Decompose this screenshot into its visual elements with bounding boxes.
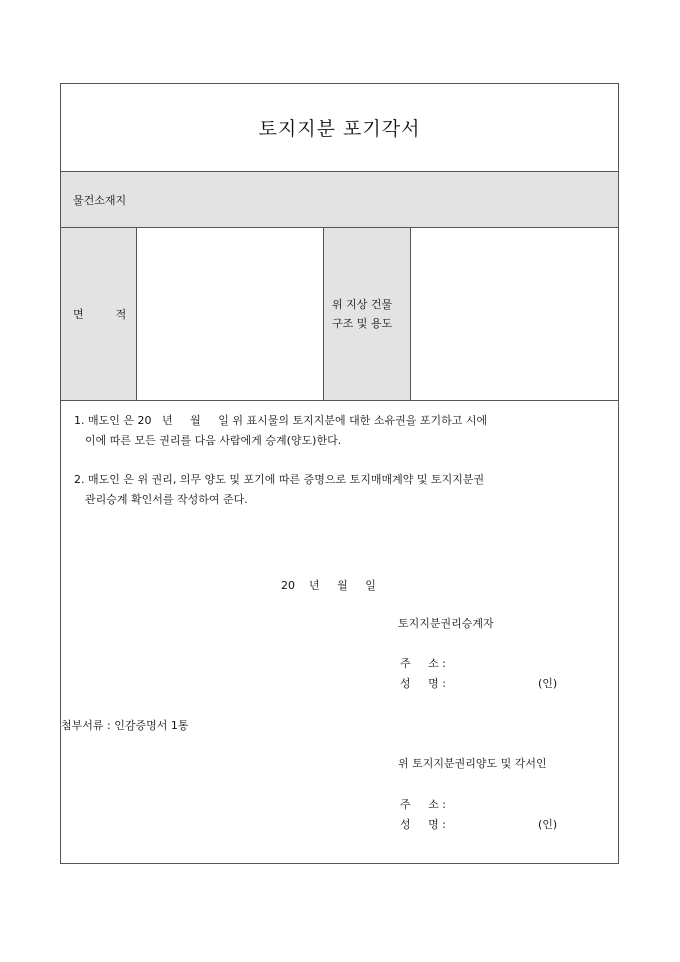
grantor-address-label: 주 소 : bbox=[400, 798, 446, 811]
attachment-note: 첨부서류 : 인감증명서 1통 bbox=[61, 719, 189, 732]
clause-1 bbox=[74, 411, 609, 451]
building-value-cell[interactable] bbox=[411, 228, 619, 400]
building-label-cell bbox=[324, 228, 411, 400]
waiver-form bbox=[60, 83, 619, 864]
area-label-cell bbox=[61, 228, 137, 400]
area-value-cell[interactable] bbox=[137, 228, 324, 400]
area-label-char2: 적 bbox=[115, 308, 127, 321]
clause-1-line1: 1. 매도인 은 20 년 월 일 위 표시물의 토지지분에 대한 소유권을 포기하고 시에 bbox=[74, 414, 488, 427]
date-line: 20 년 월 일 bbox=[281, 579, 376, 592]
successor-name-label: 성 명 : bbox=[400, 677, 446, 690]
document-title: 토지지분 포기각서 bbox=[61, 84, 618, 172]
clause-1-line2: 이에 따른 모든 권리를 다음 사람에게 승계(양도)한다. bbox=[85, 434, 342, 447]
clause-2-line1: 2. 매도인 은 위 권리, 의무 양도 및 포기에 따른 증명으로 토지매매계약 및 토지지분권 bbox=[74, 473, 485, 486]
successor-seal: (인) bbox=[538, 677, 558, 690]
building-label-line1: 위 지상 건물 bbox=[332, 298, 393, 311]
grantor-seal: (인) bbox=[538, 818, 558, 831]
property-location-row bbox=[61, 172, 618, 228]
grantor-name-label: 성 명 : bbox=[400, 818, 446, 831]
successor-address-label: 주 소 : bbox=[400, 657, 446, 670]
property-location-label: 물건소재지 bbox=[73, 193, 127, 207]
successor-title: 토지지분권리승계자 bbox=[398, 617, 494, 630]
property-info-grid bbox=[61, 228, 618, 401]
clause-2 bbox=[74, 470, 609, 510]
building-label-line2: 구조 및 용도 bbox=[332, 317, 393, 330]
grantor-title: 위 토지지분권리양도 및 각서인 bbox=[398, 757, 547, 770]
area-label-char1: 면 bbox=[73, 308, 84, 321]
clause-2-line2: 관리승계 확인서를 작성하여 준다. bbox=[85, 493, 248, 506]
